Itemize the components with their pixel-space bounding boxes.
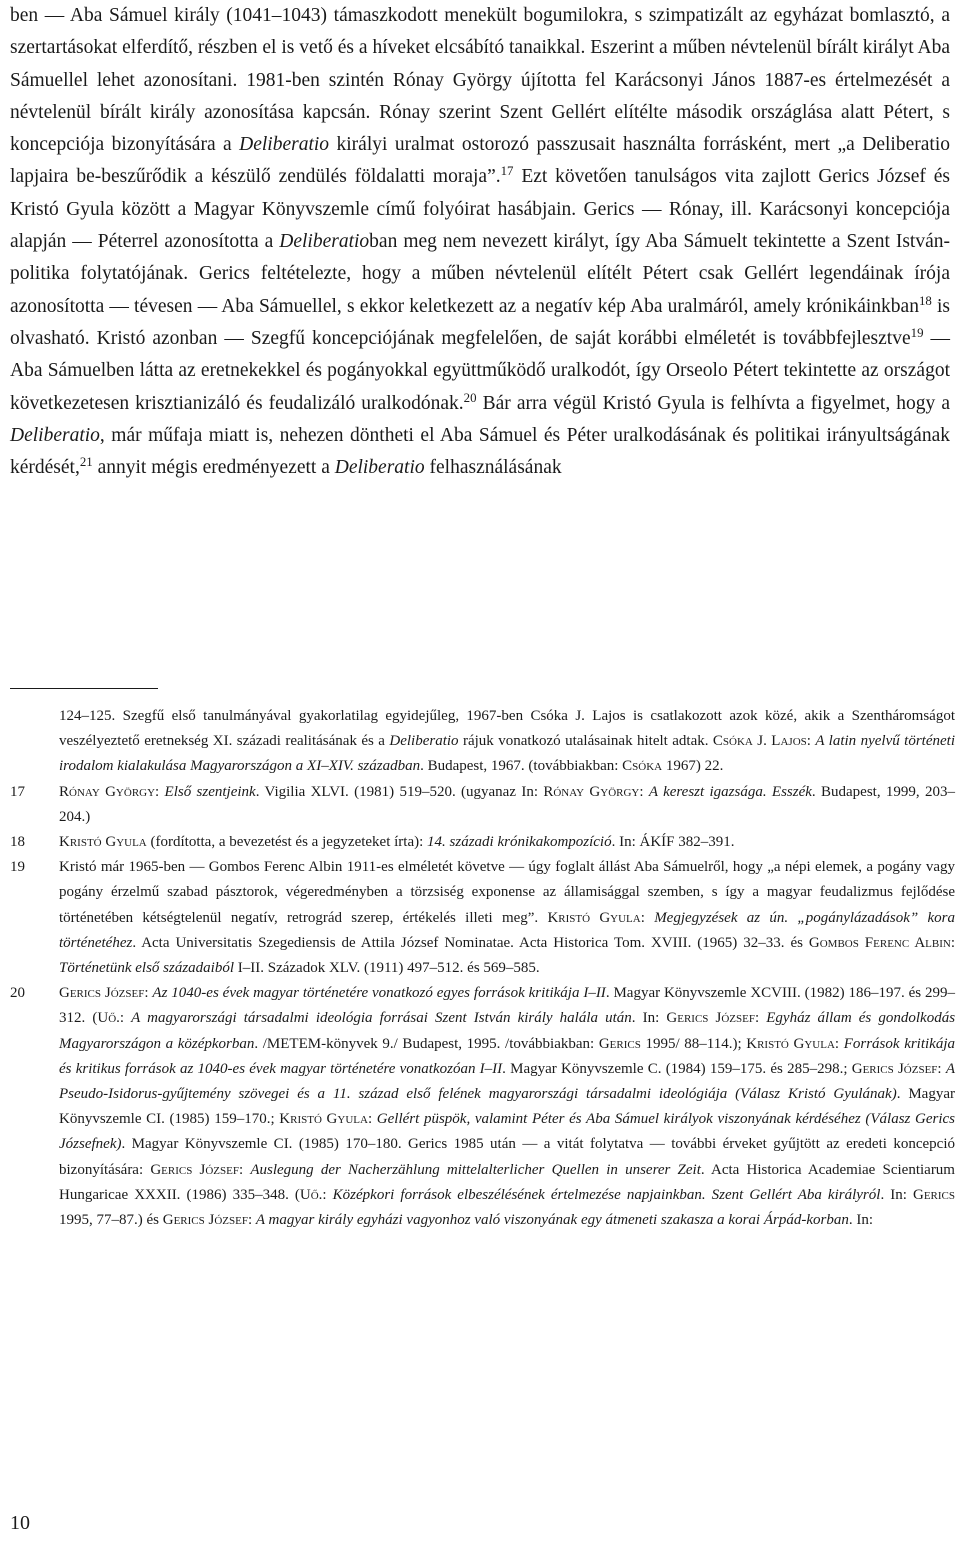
text-run: . Magyar Könyvszemle XCVIII. (1982) 186–197. és 299–312. ( — [59, 985, 955, 1027]
footnote — [10, 981, 955, 1233]
text-run: Csóka J. Lajos — [712, 733, 807, 750]
text-run: Bár arra végül Kristó Gyula is felhívta a figyelmet, hogy a — [476, 392, 950, 414]
text-run: : — [834, 1035, 844, 1052]
text-run: Deliberatio — [279, 231, 370, 253]
text-run: . Magyar Könyvszemle CI. (1985) 170–180. Gerics 1985 után — a vitát folytatva — további érveket gyűjtött az eredeti koncepció bizonyítására: — [59, 1136, 955, 1178]
text-run: . Vigilia XLVI. (1981) 519–520. (ugyanaz In: — [255, 783, 544, 800]
text-run: I–II. Századok XLV. (1911) 497–512. és 569–585. — [234, 960, 540, 977]
text-run: . Acta Universitatis Szegediensis de Attila József Nominatae. Acta Historica Tom. XVIII. (1965) 32–33. és — [132, 934, 809, 951]
text-run: ban meg nem nevezett királyt, így Aba Sámuelt tekintette a Szent István-politika folytatójának. Gerics feltételezte, hogy a műben névtelenül elítélt Pétert csak Gellért legendáinak írója azonosította — tévesen — Aba Sámuellel, s ekkor keletkezett az a negatív kép Aba uralmáról, amely krónikáinkban — [10, 231, 950, 317]
text-run: A Pseudo-Isidorus-gyűjtemény szövegei és a 11. század első felének magyarországi társadalmi ideológiája (Válasz Kristó Gyulának) — [59, 1060, 955, 1103]
footnote-number: 17 — [10, 783, 25, 800]
text-run: ben — Aba Sámuel király (1041–1043) támaszkodott menekült bogumilokra, s szimpatizált az egyházat bomlasztó, a szertartásokat elferdítő, részben el is vető és a híveket elcsábító tanaikkal. Eszerint a műben névtelenül bírált királyt Aba Sámuellel lehet azonosítani. 1981-ben szintén Rónay György újította fel Karácsonyi János 1887-es értelmezését a névtelenül bírált király azonosítása kapcsán. Rónay szerint Szent Gellért elítélte második országlása alatt Pétert, s koncepciója bizonyítására a — [10, 5, 950, 156]
text-run: Egyház állam és gondolkodás Magyarországon a középkorban — [59, 1010, 956, 1052]
text-run: Gerics József — [150, 1161, 239, 1178]
footnote-number: 18 — [10, 834, 25, 851]
text-run: , már műfaja miatt is, nehezen döntheti el Aba Sámuel és Péter uralkodásának és politikai irányultságának kérdését, — [10, 424, 950, 479]
text-run: : — [806, 733, 816, 750]
text-run: A kereszt igazsága. Esszék — [648, 783, 812, 800]
footnote — [10, 780, 955, 830]
text-run: — Aba Sámuelben látta az eretnekekkel és pogányokkal együttműködő uralkodót, így Orseolo Pétert tekintette az országot következetesen krisztianizáló és feudalizáló uralkodónak. — [10, 327, 951, 414]
text-run: : — [155, 783, 165, 800]
text-run: . Budapest, 1967. (továbbiakban: — [420, 758, 623, 775]
text-run: . Acta Historica Academiae Scientiarum Hungaricae XXXII. (1986) 335–348. ( — [59, 1161, 955, 1203]
text-run: Kristó Gyula — [59, 834, 147, 851]
footnote-reference: 17 — [500, 164, 514, 179]
text-run: : — [640, 909, 655, 926]
text-run: is olvasható. Kristó azonban — Szegfű koncepciójának megfelelően, de saját korábbi elméletét is továbbfejlesztve — [10, 295, 950, 349]
text-run: Gerics József — [162, 1212, 248, 1229]
text-run: A magyarországi társadalmi ideológia forrásai Szent István király halála után — [131, 1010, 632, 1027]
text-run: Történetünk első századaiból — [59, 960, 234, 977]
text-run: Ezt követően tanulságos vita zajlott Gerics József és Kristó Gyula között a Magyar Könyvszemle című folyóirat hasábjain. Gerics — Rónay, ill. Karácsonyi koncepciója alapján — Péterrel azonosította a — [10, 166, 950, 253]
text-run: : — [144, 985, 153, 1002]
text-run: Kristó Gyula — [746, 1035, 835, 1052]
text-run: 1995/ 88–114.); — [640, 1035, 747, 1052]
text-run: Kristó Gyula — [279, 1111, 368, 1128]
text-run: (fordította, a bevezetést és a jegyzeteket írta): — [146, 834, 428, 851]
footnote — [10, 830, 955, 855]
text-run: : — [322, 1186, 333, 1203]
text-run: : — [950, 934, 955, 951]
text-run: Deliberatio — [334, 457, 425, 479]
text-run: Uő. — [299, 1186, 323, 1203]
text-run: Gellért püspök, valamint Péter és Aba Sámuel királyok viszonyának kérdéséhez (Válasz Gerics Józsefnek) — [59, 1111, 956, 1153]
footnote-reference: 18 — [918, 293, 932, 308]
text-run: 1967) 22. — [662, 758, 724, 775]
text-run: királyi uralmat ostorozó passzusait használta forrásként, mert „a Deliberatio lapjaira be-beszűrődik a készülő zendülés földalatti moraja”. — [10, 134, 950, 188]
text-run: : — [238, 1161, 251, 1178]
text-run: . In: — [631, 1010, 667, 1027]
text-run: Gerics József — [666, 1010, 755, 1027]
text-run: : — [937, 1060, 946, 1077]
text-run: Gerics — [598, 1035, 641, 1052]
text-run: . Budapest, 1999, 203–204.) — [59, 783, 955, 825]
text-run: 1995, 77–87.) és — [59, 1212, 163, 1229]
footnote-reference: 21 — [79, 455, 93, 470]
text-run: A latin nyelvű történeti irodalom kialakulása Magyarországon a XI–XIV. században — [59, 733, 955, 775]
text-run: Gombos Ferenc Albin — [808, 934, 951, 951]
text-run: . In: — [848, 1212, 874, 1229]
text-run: : — [754, 1010, 767, 1027]
footnote — [10, 704, 955, 780]
text-run: . /METEM-könyvek 9./ Budapest, 1995. /továbbiakban: — [254, 1035, 599, 1052]
text-run: Rónay György — [543, 783, 640, 800]
text-run: Csóka — [622, 758, 663, 775]
body-paragraph — [10, 0, 950, 484]
text-run: . Magyar Könyvszemle CI. (1985) 159–170.; — [59, 1086, 955, 1128]
text-run: Gerics József — [851, 1060, 938, 1077]
text-run: Első szentjeink — [164, 783, 256, 800]
text-run: Deliberatio — [389, 733, 459, 750]
text-run: : — [639, 783, 649, 800]
text-run: Auslegung der Nacherzählung mittelalterlicher Quellen in unserer Zeit — [250, 1161, 701, 1178]
footnote-reference: 19 — [910, 325, 924, 340]
text-run: A magyar király egyházi vagyonhoz való viszonyának egy átmeneti szakasza a korai Árpád-korban — [255, 1212, 849, 1229]
text-run: : — [247, 1212, 256, 1229]
text-run: Gerics — [913, 1186, 956, 1203]
text-run: . Magyar Könyvszemle C. (1984) 159–175. és 285–298.; — [502, 1060, 852, 1077]
footnote-number: 20 — [10, 985, 25, 1002]
text-run: Középkori források elbeszélésének értelmezése napjainkban. Szent Gellért Aba királyról — [332, 1186, 881, 1203]
text-run: rájuk vonatkozó utalásainak hitelt adtak. — [458, 733, 713, 750]
text-run: Uő. — [97, 1010, 120, 1027]
text-run: 124–125. Szegfű első tanulmányával gyakorlatilag egyidejűleg, 1967-ben Csóka J. Lajos is csatlakozott azok közé, akik a Szentháromságot veszélyeztető eretnekség XI. századi realitásának és a — [59, 708, 955, 750]
text-run: Deliberatio — [239, 134, 330, 156]
text-run: felhasználásának — [424, 457, 562, 479]
footnotes — [10, 704, 955, 1233]
page-number: 10 — [10, 1512, 30, 1534]
text-run: Deliberatio — [10, 424, 100, 446]
text-run: Kristó már 1965-ben — Gombos Ferenc Albin 1911-es elméletét követve — úgy foglalt állást Aba Sámuelről, hogy „a népi elemek, a pogány vagy pogány érzelmű szabad pásztorok, végeredményben a törzsiség exponense az államisággal szemben, s így a magyar feudalizmus fejlődése történetében kétségtelenül negatív, retrográd szerep, értékelés illeti meg”. — [59, 859, 955, 926]
text-run: Az 1040-es évek magyar történetére vonatkozó egyes források kritikája I–II — [152, 985, 606, 1002]
text-run: . In: — [880, 1186, 913, 1203]
text-run: Rónay György — [59, 783, 156, 800]
text-run: Megjegyzések az ún. „pogánylázadások” kora történetéhez — [59, 909, 955, 951]
text-run: 14. századi krónikakompozíció — [427, 834, 612, 851]
text-run: Kristó Gyula — [547, 909, 641, 926]
text-run: Gerics József — [59, 985, 145, 1002]
text-run: : — [119, 1010, 132, 1027]
text-run: : — [367, 1111, 377, 1128]
footnote-reference: 20 — [463, 390, 477, 405]
footnote-number: 19 — [10, 859, 25, 876]
text-run: . In: ÁKÍF 382–391. — [611, 834, 735, 851]
text-run: Források kritikája és kritikus források az 1040-es évek magyar történetére vonatkozóan I–II — [59, 1035, 956, 1077]
text-run: annyit mégis eredményezett a — [92, 457, 335, 479]
footnote-separator — [10, 688, 158, 689]
footnote — [10, 855, 955, 981]
